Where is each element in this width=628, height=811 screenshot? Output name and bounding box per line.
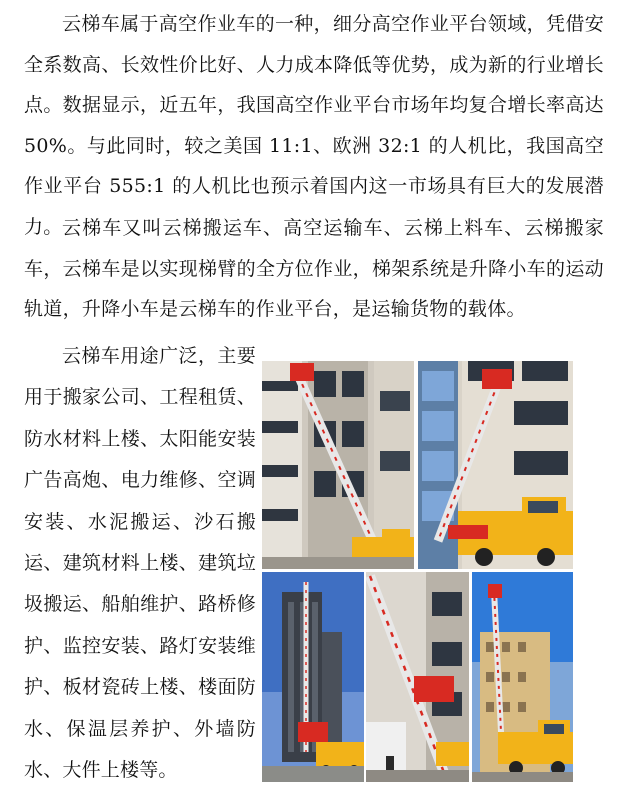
ladder-truck-photo-bottom-left xyxy=(262,572,364,782)
ladder-truck-photo-bottom-right xyxy=(472,572,573,782)
ladder-truck-photo-bottom-middle xyxy=(366,572,469,782)
ladder-truck-photo-top-right xyxy=(418,361,573,569)
usage-paragraph: 云梯车用途广泛，主要用于搬家公司、工程租赁、防水材料上楼、太阳能安装广告高炮、电力维修、空调安装、水泥搬运、沙石搬运、建筑材料上楼、建筑垃圾搬运、船舶维护、路桥修护、监控安装、路灯安装维护、板材瓷砖上楼、楼面防水、保温层养护、外墙防水、大件上楼等。 xyxy=(24,345,256,782)
intro-paragraph: 云梯车属于高空作业车的一种，细分高空作业平台领域，凭借安全系数高、长效性价比好、人力成本降低等优势，成为新的行业增长点。数据显示，近五年，我国高空作业平台市场年均复合增长率高达50%。与此同时，较之美国 11:1、欧洲 32:1 的人机比，我国高空作业平台 555:1 的人机比也预示着国内这一市场具有巨大的发展潜力。 xyxy=(24,13,604,238)
definition-paragraph: 云梯车又叫云梯搬运车、高空运输车、云梯上料车、云梯搬家车，云梯车是以实现梯臂的全方位作业，梯架系统是升降小车的运动轨道，升降小车是云梯车的作业平台，是运输货物的载体。 xyxy=(24,217,604,320)
ladder-truck-photo-top-left xyxy=(262,361,414,569)
